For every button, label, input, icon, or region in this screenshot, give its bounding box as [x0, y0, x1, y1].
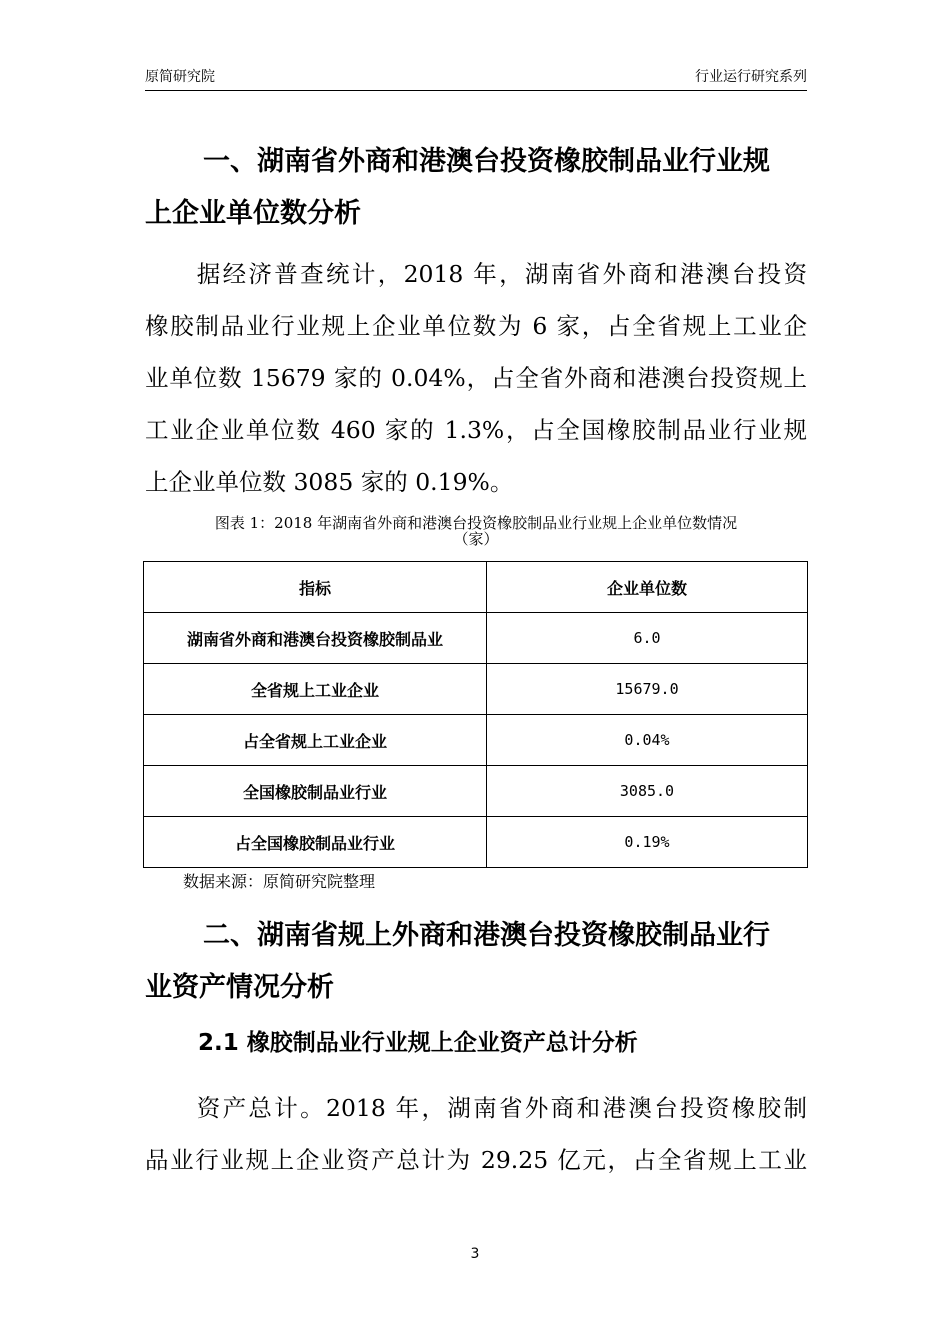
table-row — [144, 664, 808, 715]
section-2-heading — [145, 910, 807, 1014]
table-1 — [143, 561, 808, 868]
table-cell-label: 占全国橡胶制品业行业 — [144, 817, 487, 868]
section-1-heading-line1: 一、湖南省外商和港澳台投资橡胶制品业行业规 — [203, 146, 770, 177]
table-cell-value: 3085.0 — [487, 766, 808, 817]
paragraph-line: 品业行业规上企业资产总计为 29.25 亿元，占全省规上工业 — [145, 1146, 807, 1174]
paragraph-line: 橡胶制品业行业规上企业单位数为 6 家，占全省规上工业企 — [145, 312, 807, 340]
table-row — [144, 613, 808, 664]
table-1-caption-line2: （家） — [453, 530, 499, 548]
table-cell-label: 全国橡胶制品业行业 — [144, 766, 487, 817]
table-cell-value: 15679.0 — [487, 664, 808, 715]
section-1-heading — [145, 136, 807, 240]
table-header-count: 企业单位数 — [487, 562, 808, 613]
table-cell-value: 6.0 — [487, 613, 808, 664]
table-cell-value: 0.19% — [487, 817, 808, 868]
table-row — [144, 817, 808, 868]
table-cell-label: 湖南省外商和港澳台投资橡胶制品业 — [144, 613, 487, 664]
section-2-paragraph — [145, 1082, 807, 1186]
section-2-heading-line2: 业资产情况分析 — [145, 972, 334, 1003]
table-row — [144, 715, 808, 766]
header-divider — [145, 90, 807, 91]
table-1-caption-line1: 图表 1：2018 年湖南省外商和港澳台投资橡胶制品业行业规上企业单位数情况 — [214, 514, 738, 532]
table-1-source: 数据来源：原简研究院整理 — [183, 872, 376, 891]
table-cell-label: 占全省规上工业企业 — [144, 715, 487, 766]
paragraph-line: 上企业单位数 3085 家的 0.19%。 — [145, 468, 514, 496]
paragraph-line: 资产总计。2018 年，湖南省外商和港澳台投资橡胶制 — [145, 1094, 807, 1122]
header-left-text: 原简研究院 — [145, 69, 215, 85]
header-right-text: 行业运行研究系列 — [695, 69, 807, 85]
table-row — [144, 766, 808, 817]
page-header — [145, 66, 807, 88]
table-1-caption — [145, 512, 807, 550]
paragraph-line: 业单位数 15679 家的 0.04%，占全省外商和港澳台投资规上 — [145, 364, 807, 392]
table-header-row — [144, 562, 808, 613]
table-header-indicator: 指标 — [144, 562, 487, 613]
paragraph-line: 工业企业单位数 460 家的 1.3%，占全国橡胶制品业行业规 — [145, 416, 807, 444]
table-cell-value: 0.04% — [487, 715, 808, 766]
section-1-paragraph — [145, 248, 807, 508]
paragraph-line: 据经济普查统计，2018 年，湖南省外商和港澳台投资 — [145, 260, 807, 288]
page-number: 3 — [470, 1246, 480, 1262]
section-2-1-heading: 2.1 橡胶制品业行业规上企业资产总计分析 — [198, 1030, 638, 1056]
table-cell-label: 全省规上工业企业 — [144, 664, 487, 715]
section-1-heading-line2: 上企业单位数分析 — [145, 198, 361, 229]
section-2-heading-line1: 二、湖南省规上外商和港澳台投资橡胶制品业行 — [203, 920, 770, 951]
